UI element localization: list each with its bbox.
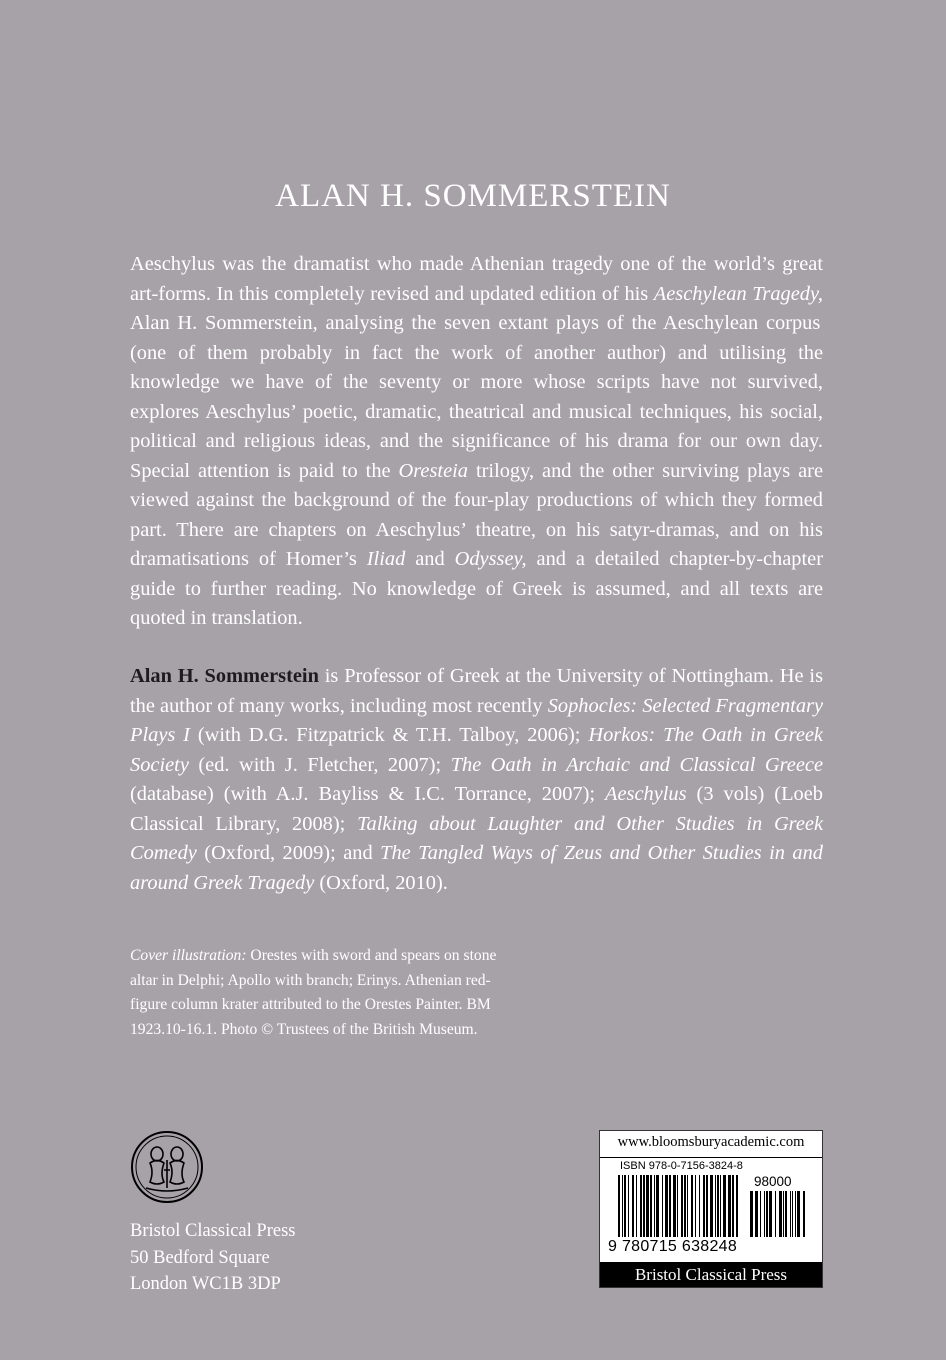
- isbn-label: ISBN 978-0-7156-3824-8: [620, 1160, 743, 1172]
- author-heading: ALAN H. SOMMERSTEIN: [275, 178, 671, 214]
- blurb-run: Iliad: [366, 548, 406, 570]
- blurb-run: Aeschylus was the dramatist who made Athenian tragedy one of the world’s great art-forms. In this completely revised and updated edition of his: [130, 253, 823, 305]
- blurb-run: Alan H. Sommerstein, analysing the seven extant plays of the Aeschylean corpus (one of them probably in fact the work of another author) and utilising the knowledge we have of the seventy or more whose scripts have not survived, explores Aeschylus’ poetic, dramatic, theatrical and musical techniques, his social, political and religious ideas, and the significance of his drama for our own day. Special attention is paid to the: [130, 312, 823, 482]
- bio-run: (database) (with A.J. Bayliss & I.C. Torrance, 2007);: [130, 783, 606, 805]
- bio-run: Sophocles: Selected Fragmentary Plays I: [130, 694, 823, 746]
- barcode-panel: [599, 1130, 823, 1288]
- bio-run: Talking about Laughter and Other Studies in Greek Comedy: [130, 812, 824, 864]
- blurb-run: Aeschylean Tragedy,: [653, 282, 823, 305]
- bio-run: (3 vols) (Loeb Classical Library, 2008);: [130, 783, 823, 835]
- blurb-run: trilogy, and the other surviving plays are viewed against the background of the four-play productions of which they formed part. There are chapters on Aeschylus’ theatre, on his satyr-dramas, and on his dramatisations of Homer’s: [130, 459, 823, 570]
- bio-run: (ed. with J. Fletcher, 2007);: [188, 753, 451, 776]
- publisher-logo-icon: [130, 1130, 204, 1204]
- publisher-address: [130, 1218, 295, 1298]
- bio-run: (with D.G. Fitzpatrick & T.H. Talboy, 2006);: [189, 724, 589, 746]
- bio-run: Horkos: The Oath in Greek Society: [130, 724, 823, 776]
- book-description: [130, 250, 823, 634]
- cover_credit-run: Cover illustration:: [130, 947, 247, 964]
- address-line: London WC1B 3DP: [130, 1274, 281, 1294]
- bio-run: Aeschylus: [605, 783, 687, 805]
- barcode-digits: 9 780715 638248: [608, 1238, 738, 1255]
- publisher-url: www.bloomsburyacademic.com: [617, 1134, 805, 1150]
- author-biography: [130, 662, 823, 898]
- cover-illustration-credit: [130, 944, 510, 1042]
- bio-run: (Oxford, 2010).: [314, 871, 448, 894]
- address-line: 50 Bedford Square: [130, 1247, 270, 1268]
- bio-run: Alan H. Sommerstein: [130, 665, 319, 687]
- bio-run: The Oath in Archaic and Classical Greece: [450, 753, 823, 776]
- price-code: 98000: [754, 1174, 792, 1189]
- bio-run: is Professor of Greek at the University of Nottingham. He is the author of many works, including most recently: [130, 665, 824, 717]
- blurb-run: Oresteia: [398, 459, 468, 482]
- bio-run: (Oxford, 2009); and: [196, 842, 381, 864]
- blurb-run: Odyssey,: [454, 548, 527, 570]
- blurb-run: and a detailed chapter-by-chapter guide to further reading. No knowledge of Greek is assumed, and all texts are quoted in translation.: [130, 548, 823, 629]
- cover_credit-run: Orestes with sword and spears on stone altar in Delphi; Apollo with branch; Erinys. Athenian red-figure column krater attributed to the Orestes Painter. BM 1923.10-16.1. Photo © Trustees of the British Museum.: [130, 947, 497, 1038]
- barcode-publisher-label: Bristol Classical Press: [600, 1262, 822, 1287]
- blurb-run: and: [405, 548, 455, 570]
- address-line: Bristol Classical Press: [130, 1221, 296, 1241]
- bio-run: The Tangled Ways of Zeus and Other Studies in and around Greek Tragedy: [130, 842, 823, 894]
